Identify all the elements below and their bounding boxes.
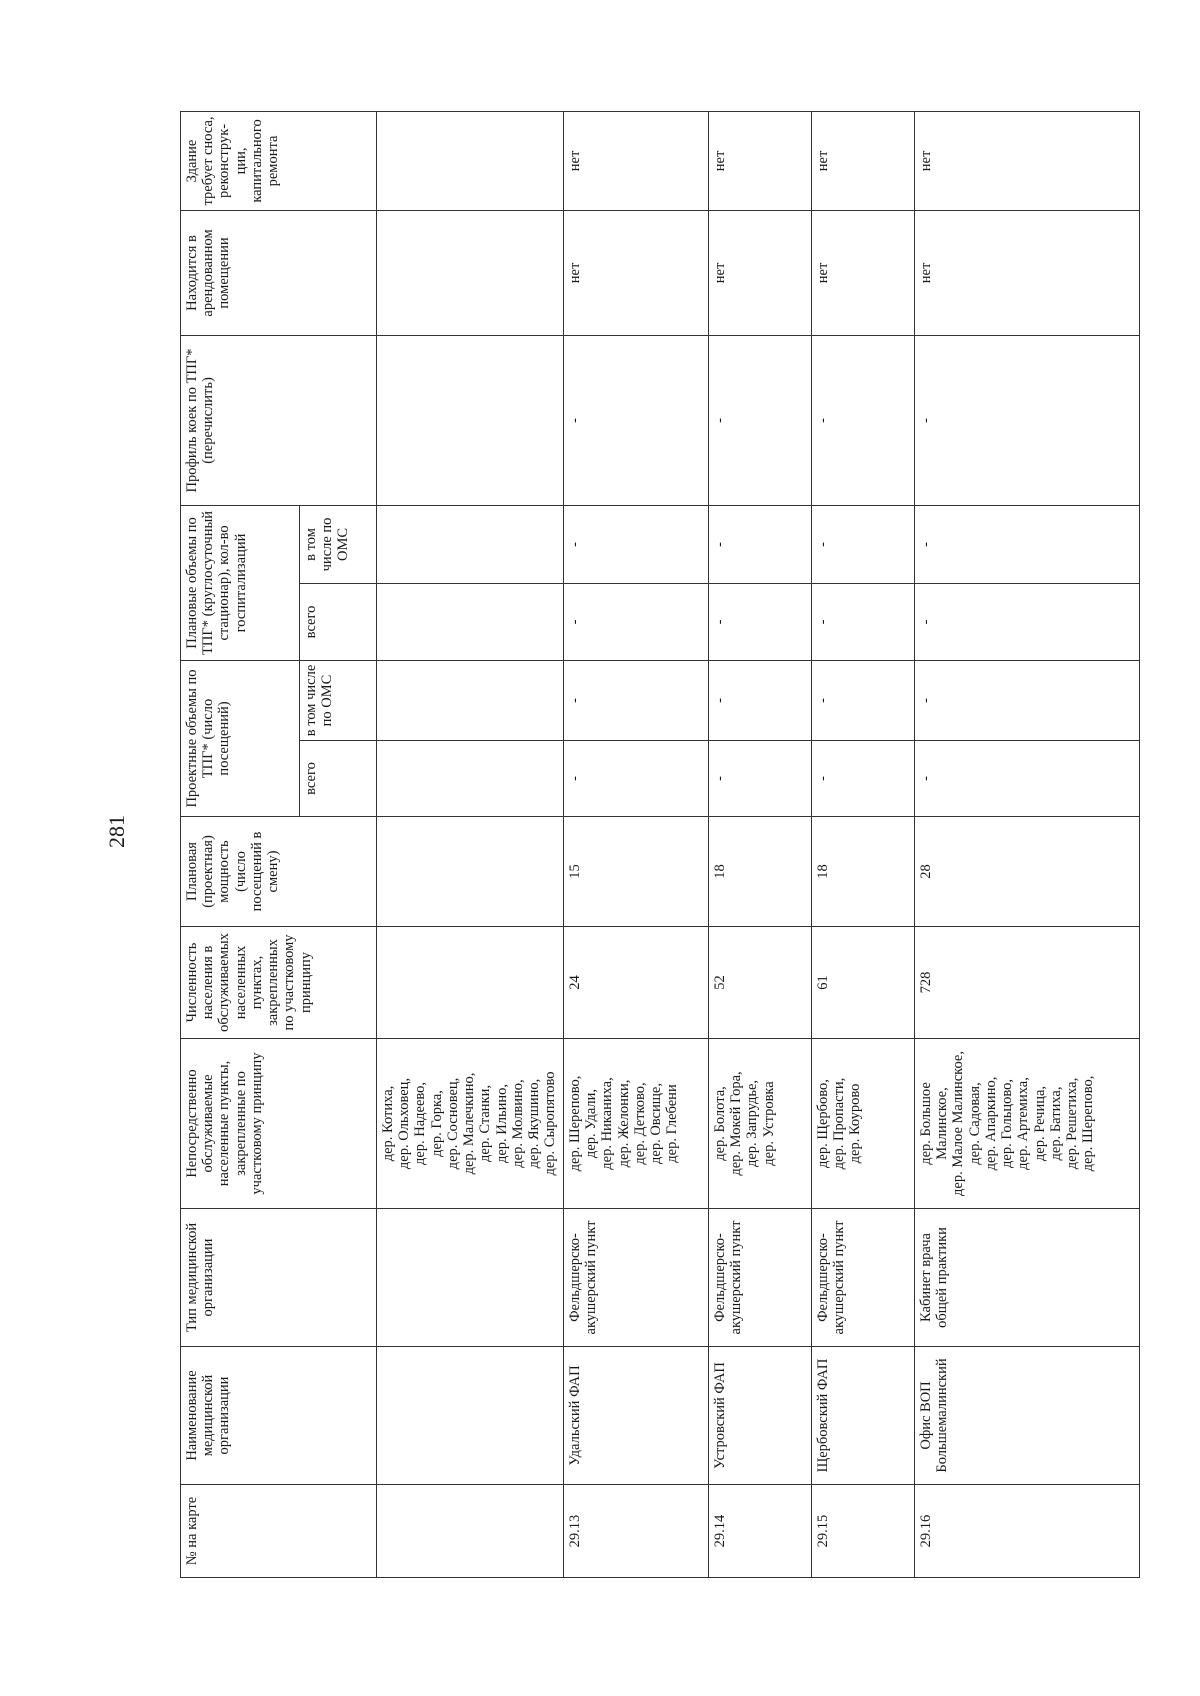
cell-demolition: нет: [915, 111, 1140, 210]
cell-project-total: -: [709, 741, 812, 817]
cell-name: Офис ВОП Большемалинский: [915, 1347, 1140, 1485]
cell-type: Фельдшерско-акушерский пункт: [812, 1209, 915, 1347]
cell-rented: нет: [709, 210, 812, 335]
header-name: Наименование медицинской организации: [181, 1347, 377, 1485]
header-rented: Находится в арендованном помещении: [181, 210, 377, 335]
cell-demolition: нет: [709, 111, 812, 210]
cell-project-total: -: [812, 741, 915, 817]
cell-capacity: 15: [564, 817, 709, 927]
table-row: [812, 111, 915, 1577]
cell-project-total: -: [564, 741, 709, 817]
cell-bed-profile: -: [564, 335, 709, 505]
cell-plan-oms: -: [915, 505, 1140, 583]
cell-settlements: дер. Большое Малинское, дер. Малое Малинское, дер. Садовая, дер. Апаркино, дер. Гольцово, дер. Артемиха, дер. Речица, дер. Батиха, дер. Решетиха, дер. Шерепово,: [915, 1039, 1140, 1209]
cell-name: Устровский ФАП: [709, 1347, 812, 1485]
cell-rented: нет: [564, 210, 709, 335]
subheader-plan-total: всего: [300, 583, 377, 660]
cell-population: 61: [812, 927, 915, 1039]
cell-demolition: нет: [812, 111, 915, 210]
header-bed-profile: Профиль коек по ТПГ* (перечислить): [181, 335, 377, 505]
header-project-volumes: Проектные объемы по ТПГ* (число посещений): [181, 660, 300, 816]
cell-project-total: -: [915, 741, 1140, 817]
header-type: Тип медицинской организации: [181, 1209, 377, 1347]
cell-plan-oms: -: [709, 505, 812, 583]
cell-demolition: нет: [564, 111, 709, 210]
cell-name: Щербовский ФАП: [812, 1347, 915, 1485]
cell-population: 24: [564, 927, 709, 1039]
cell-project-oms: -: [915, 660, 1140, 740]
page-number: 281: [104, 815, 129, 848]
cell-plan-total: -: [709, 583, 812, 660]
cell-settlements: дер. Котиха, дер. Ольховец, дер. Надеево, дер. Горка, дер. Сосновец, дер. Малечкино, дер. Станки, дер. Ильино, дер. Молвино, дер. Якушино, дер. Сыропятово: [377, 1039, 564, 1209]
table-row: [564, 111, 709, 1577]
cell-project-oms: -: [564, 660, 709, 740]
header-row: [181, 111, 300, 1577]
header-capacity: Плановая (проектная) мощность (число посещений в смену): [181, 817, 377, 927]
cell-project-oms: -: [812, 660, 915, 740]
header-population: Численность населения в обслуживаемых населенных пунктах, закрепленных по участковому принципу: [181, 927, 377, 1039]
cell-plan-total: -: [564, 583, 709, 660]
rotated-table-container: [180, 112, 1120, 1578]
cell-population: 728: [915, 927, 1140, 1039]
cell-type: Кабинет врача общей практики: [915, 1209, 1140, 1347]
header-num: № на карте: [181, 1485, 377, 1578]
cell-bed-profile: -: [709, 335, 812, 505]
cell-num: 29.16: [915, 1485, 1140, 1578]
cell-capacity: 28: [915, 817, 1140, 927]
subheader-project-oms: в том числе по ОМС: [300, 660, 377, 740]
subheader-project-total: всего: [300, 741, 377, 817]
cell-population: 52: [709, 927, 812, 1039]
cell-capacity: 18: [709, 817, 812, 927]
header-demolition: Здание требует сноса, реконструк-ции, капитального ремонта: [181, 111, 377, 210]
cell-type: Фельдшерско-акушерский пункт: [564, 1209, 709, 1347]
cell-project-oms: -: [709, 660, 812, 740]
cell-settlements: дер. Щербово, дер. Пропасти, дер. Коурово: [812, 1039, 915, 1209]
cell-plan-total: -: [812, 583, 915, 660]
cell-plan-oms: -: [564, 505, 709, 583]
table-row-continuation: [377, 111, 564, 1577]
cell-plan-oms: -: [812, 505, 915, 583]
table-row: [709, 111, 812, 1577]
cell-name: Удальский ФАП: [564, 1347, 709, 1485]
cell-rented: нет: [915, 210, 1140, 335]
medical-organizations-table: [180, 111, 1140, 1578]
cell-bed-profile: -: [915, 335, 1140, 505]
cell-rented: нет: [812, 210, 915, 335]
table-row: [915, 111, 1140, 1577]
cell-type: Фельдшерско-акушерский пункт: [709, 1209, 812, 1347]
cell-plan-total: -: [915, 583, 1140, 660]
subheader-plan-oms: в том числе по ОМС: [300, 505, 377, 583]
cell-capacity: 18: [812, 817, 915, 927]
cell-num: 29.13: [564, 1485, 709, 1578]
cell-num: 29.15: [812, 1485, 915, 1578]
header-settlements: Непосредственно обслуживаемые населенные пункты, закрепленные по участковому принципу: [181, 1039, 377, 1209]
cell-settlements: дер. Шерепово, дер. Удали, дер. Никаниха, дер. Желонки, дер. Детково, дер. Овсище, дер. Глебени: [564, 1039, 709, 1209]
cell-settlements: дер. Болота, дер. Мокей Гора, дер. Запрудье, дер. Устровка: [709, 1039, 812, 1209]
cell-bed-profile: -: [812, 335, 915, 505]
header-plan-volumes: Плановые объемы по ТПГ* (круглосуточный стационар), кол-во госпитализаций: [181, 505, 300, 660]
cell-num: 29.14: [709, 1485, 812, 1578]
